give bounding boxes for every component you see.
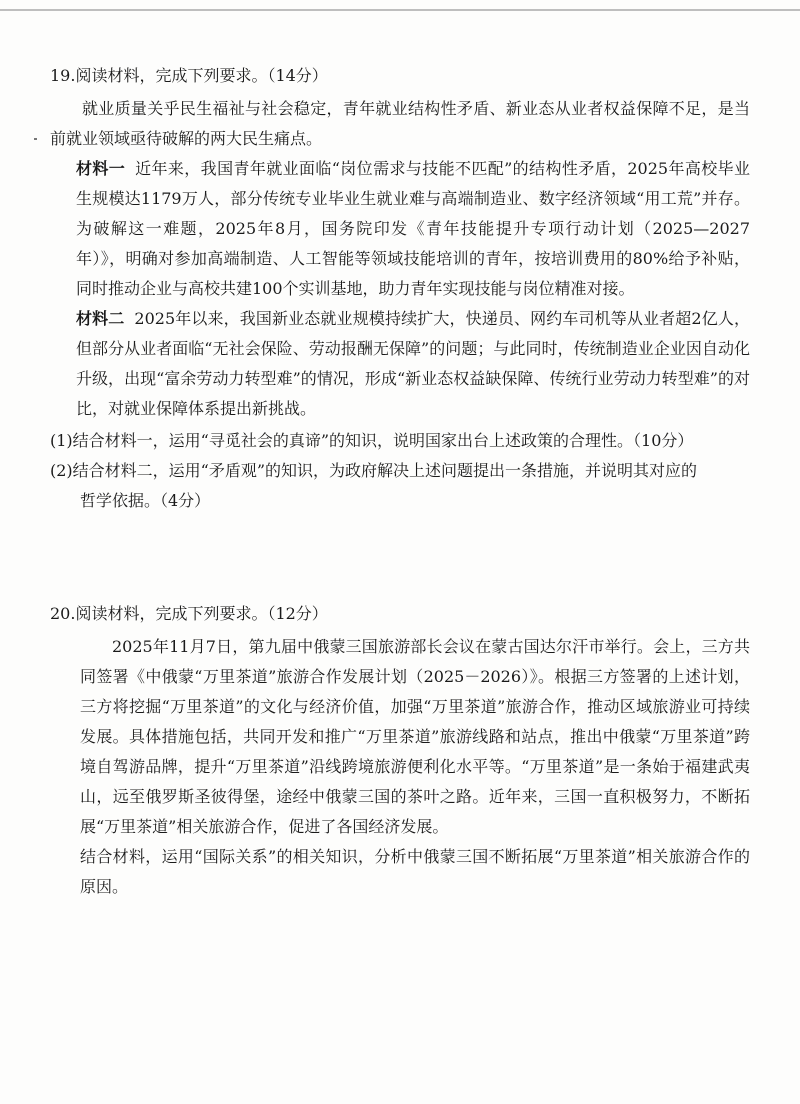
question-19-heading: 19.阅读材料，完成下列要求。（14分） bbox=[50, 66, 328, 85]
question-20-material: 2025年11月7日，第九届中俄蒙三国旅游部长会议在蒙古国达尔汗市举行。会上，三方共同签署《中俄蒙“万里茶道”旅游合作发展计划（2025－2026）》。根据三方签署的上述计划，三方将挖掘“万里茶道”的文化与经济价值，加强“万里茶道”旅游合作，推动区域旅游业可持续发展。具体措施包括，共同开发和推广“万里茶道”旅游线路和站点，推出中俄蒙“万里茶道”跨境自驾游品牌，提升“万里茶道”沿线跨境旅游便利化水平等。“万里茶道”是一条始于福建武夷山，远至俄罗斯圣彼得堡，途经中俄蒙三国的茶叶之路。近年来，三国一直积极努力，不断拓展“万里茶道”相关旅游合作，促进了各国经济发展。 bbox=[80, 637, 750, 836]
material-2-text: 2025年以来，我国新业态就业规模持续扩大，快递员、网约车司机等从业者超2亿人，但部分从业者面临“无社会保险、劳动报酬无保障”的问题；与此同时，传统制造业企业因自动化升级，出现“富余劳动力转型难”的情况，形成“新业态权益缺保障、传统行业劳动力转型难”的对比，对就业保障体系提出新挑战。 bbox=[76, 309, 750, 418]
subquestion-2-line-2: 哲学依据。（4分） bbox=[80, 491, 211, 510]
question-20 bbox=[50, 600, 750, 902]
question-20-heading: 20.阅读材料，完成下列要求。（12分） bbox=[50, 604, 328, 623]
question-19-intro: 就业质量关乎民生福祉与社会稳定，青年就业结构性矛盾、新业态从业者权益保障不足，是当前就业领域亟待破解的两大民生痛点。 bbox=[50, 99, 750, 148]
question-19 bbox=[50, 62, 750, 516]
question-19-subquestion-2 bbox=[50, 456, 750, 516]
question-19-subquestion-1: (1)结合材料一，运用“寻觅社会的真谛”的知识，说明国家出台上述政策的合理性。（10分） bbox=[50, 431, 694, 450]
scan-top-rule bbox=[0, 9, 800, 11]
material-1-text: 近年来，我国青年就业面临“岗位需求与技能不匹配”的结构性矛盾，2025年高校毕业生规模达1179万人，部分传统专业毕业生就业难与高端制造业、数字经济领域“用工荒”并存。为破解这一难题，2025年8月，国务院印发《青年技能提升专项行动计划（2025—2027年）》，明确对参加高端制造、人工智能等领域技能培训的青年，按培训费用的80%给予补贴，同时推动企业与高校共建100个实训基地，助力青年实现技能与岗位精准对接。 bbox=[76, 159, 750, 298]
subquestion-2-line-1: (2)结合材料二，运用“矛盾观”的知识，为政府解决上述问题提出一条措施，并说明其对应的 bbox=[50, 461, 698, 480]
question-19-material-1 bbox=[50, 154, 750, 304]
question-19-material-2 bbox=[50, 304, 750, 424]
material-1-label: 材料一 bbox=[76, 159, 126, 178]
question-20-task: 结合材料，运用“国际关系”的相关知识，分析中俄蒙三国不断拓展“万里茶道”相关旅游合作的原因。 bbox=[80, 847, 750, 896]
material-2-label: 材料二 bbox=[76, 309, 125, 328]
scan-speck bbox=[34, 138, 37, 140]
